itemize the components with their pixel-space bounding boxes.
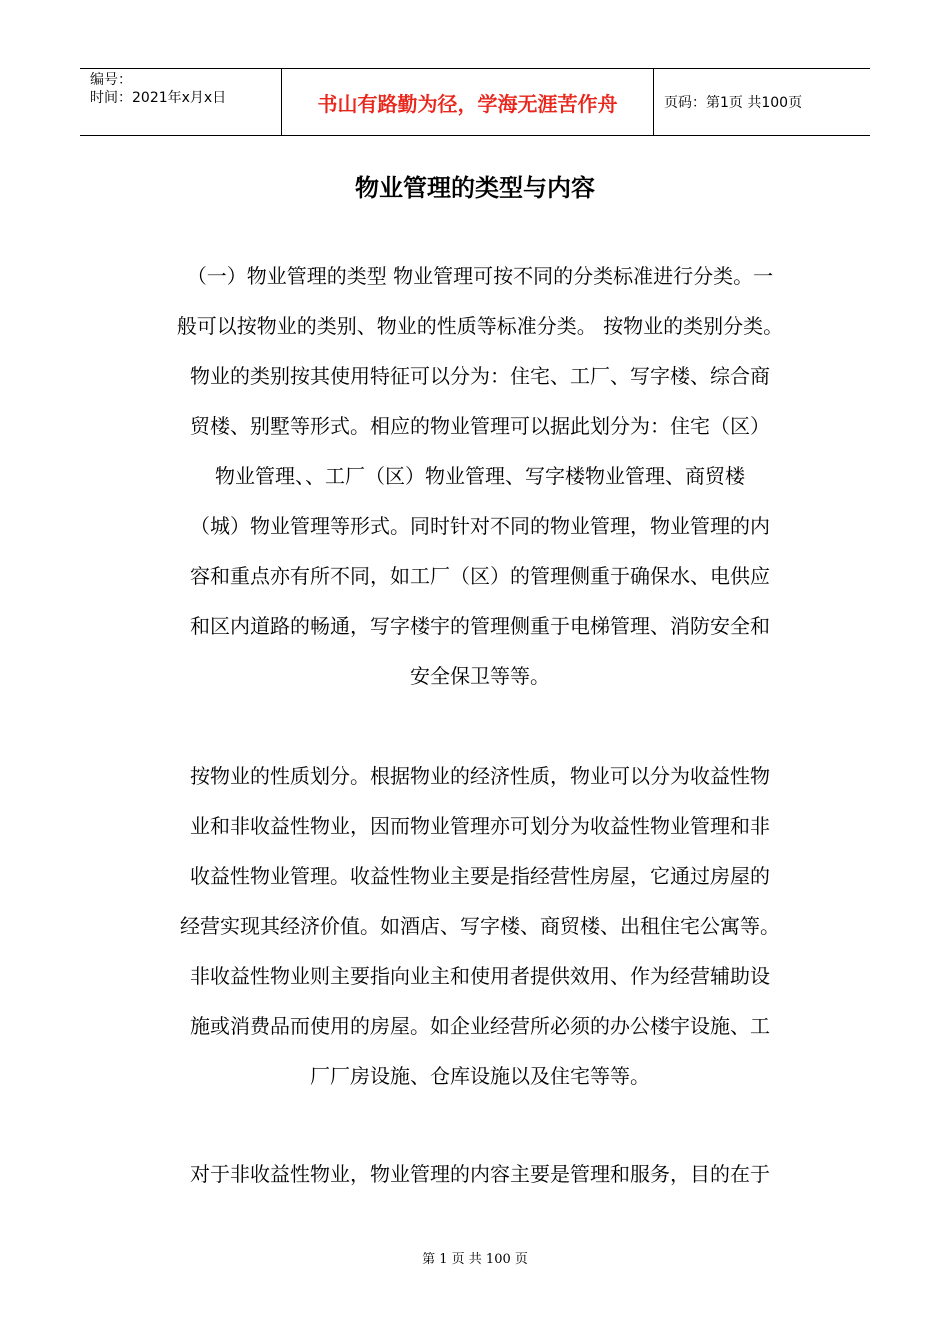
document-header bbox=[80, 68, 870, 136]
paragraph-line: 物业的类别按其使用特征可以分为：住宅、工厂、写字楼、综合商 bbox=[190, 364, 770, 388]
paragraph-line: 非收益性物业则主要指向业主和使用者提供效用、作为经营辅助设 bbox=[190, 964, 770, 988]
time-label: 时间：2021年x月x日 bbox=[90, 90, 227, 106]
paragraph-line: 业和非收益性物业，因而物业管理亦可划分为收益性物业管理和非 bbox=[190, 814, 770, 838]
paragraph-line: 容和重点亦有所不同，如工厂（区）的管理侧重于确保水、电供应 bbox=[190, 564, 770, 588]
motto-text: 书山有路勤为径，学海无涯苦作舟 bbox=[317, 91, 618, 116]
paragraph-3 bbox=[140, 1156, 820, 1206]
paragraph-1 bbox=[140, 258, 820, 708]
paragraph-line: 按物业的性质划分。根据物业的经济性质，物业可以分为收益性物 bbox=[190, 764, 770, 788]
motto-cell bbox=[282, 69, 654, 135]
number-label: 编号： bbox=[90, 72, 132, 88]
paragraph-line: 安全保卫等等。 bbox=[410, 664, 550, 688]
paragraph-line: 和区内道路的畅通，写字楼宇的管理侧重于电梯管理、消防安全和 bbox=[190, 614, 770, 638]
paragraph-line: （城）物业管理等形式。同时针对不同的物业管理，物业管理的内 bbox=[190, 514, 770, 538]
paragraph-2 bbox=[140, 758, 820, 1108]
paragraph-line: 物业管理、、工厂（区）物业管理、写字楼物业管理、商贸楼 bbox=[215, 464, 745, 488]
paragraph-line: 般可以按物业的类别、物业的性质等标准分类。 按物业的类别分类。 bbox=[176, 314, 784, 338]
paragraph-line: 经营实现其经济价值。如酒店、写字楼、商贸楼、出租住宅公寓等。 bbox=[180, 914, 780, 938]
document-title: 物业管理的类型与内容 bbox=[355, 174, 595, 202]
paragraph-line: 对于非收益性物业，物业管理的内容主要是管理和服务，目的在于 bbox=[190, 1162, 770, 1186]
paragraph-line: 施或消费品而使用的房屋。如企业经营所必须的办公楼宇设施、工 bbox=[190, 1014, 770, 1038]
paragraph-line: 贸楼、别墅等形式。相应的物业管理可以据此划分为：住宅（区） bbox=[190, 414, 770, 438]
page-footer: 第 1 页 共 100 页 bbox=[422, 1252, 528, 1267]
paragraph-line: （一）物业管理的类型 物业管理可按不同的分类标准进行分类。一 bbox=[186, 264, 774, 288]
page-info-text: 页码：第1页 共100页 bbox=[664, 95, 803, 111]
paragraph-line: 收益性物业管理。收益性物业主要是指经营性房屋，它通过房屋的 bbox=[190, 864, 770, 888]
page-info-cell bbox=[654, 69, 870, 135]
header-meta-cell bbox=[80, 69, 282, 135]
paragraph-line: 厂厂房设施、仓库设施以及住宅等等。 bbox=[310, 1064, 650, 1088]
